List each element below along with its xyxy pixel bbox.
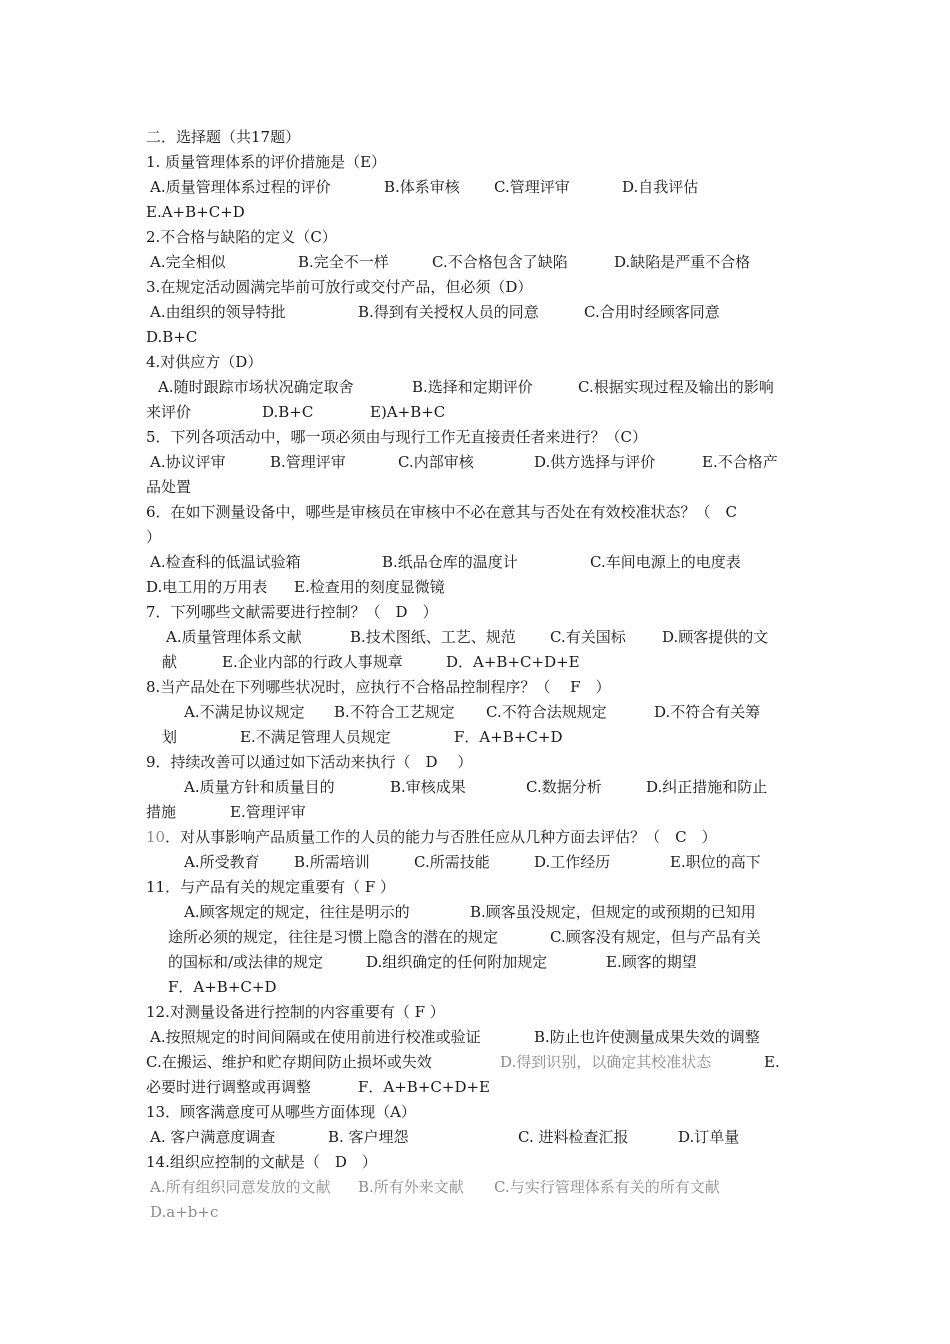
question-2-option-c: C.不合格包含了缺陷 <box>432 253 568 271</box>
question-11-option-f: F．A+B+C+D <box>168 978 277 996</box>
question-11-option-c-continued: 的国标和/或法律的规定 <box>168 953 324 971</box>
question-1-stem: 1. 质量管理体系的评价措施是（E） <box>146 153 387 171</box>
question-7-option-e: E.企业内部的行政人事规章 <box>222 653 403 671</box>
question-6-option-e: E.检查用的刻度显微镜 <box>294 578 445 596</box>
question-11-option-d: D.组织确定的任何附加规定 <box>366 953 548 971</box>
question-14-option-a: A.所有组织同意发放的文献 <box>150 1178 331 1196</box>
question-9-option-d-continued: 措施 <box>146 803 177 821</box>
question-7-option-a: A.质量管理体系文献 <box>166 628 302 646</box>
question-6-option-c: C.车间电源上的电度表 <box>590 553 741 571</box>
question-7-option-b: B.技术图纸、工艺、规范 <box>350 628 516 646</box>
question-10-stem <box>146 827 717 847</box>
question-5-option-e-continued: 品处置 <box>146 478 192 496</box>
section-title: 二．选择题（共17题） <box>146 128 301 146</box>
question-11-option-a: A.顾客规定的规定，往往是明示的 <box>184 903 410 921</box>
question-10-option-e: E.职位的高下 <box>670 853 761 871</box>
question-4-option-b: B.选择和定期评价 <box>412 378 533 396</box>
question-11-option-e: E.顾客的期望 <box>606 953 697 971</box>
question-9-option-a: A.质量方针和质量目的 <box>184 778 335 796</box>
question-4-option-e: E)A+B+C <box>370 403 446 421</box>
question-8-stem: 8.当产品处在下列哪些状况时，应执行不合格品控制程序？（ F ） <box>146 678 611 696</box>
question-12-option-e-continued: 必要时进行调整或再调整 <box>146 1078 312 1096</box>
question-6-option-d: D.电工用的万用表 <box>146 578 268 596</box>
question-8-option-a: A.不满足协议规定 <box>184 703 305 721</box>
question-7-option-d: D.顾客提供的文 <box>662 628 769 646</box>
question-2-stem: 2.不合格与缺陷的定义（C） <box>146 228 337 246</box>
question-14-stem: 14.组织应控制的文献是（ D ） <box>146 1153 377 1171</box>
question-7-option-f: D．A+B+C+D+E <box>446 653 580 671</box>
question-9-option-c: C.数据分析 <box>526 778 602 796</box>
question-7-option-c: C.有关国标 <box>550 628 626 646</box>
question-6-option-b: B.纸品仓库的温度计 <box>382 553 518 571</box>
question-8-option-e: E.不满足管理人员规定 <box>240 728 391 746</box>
question-13-option-c: C. 进料检查汇报 <box>518 1128 629 1146</box>
question-12-option-b: B.防止也许使测量成果失效的调整 <box>534 1028 760 1046</box>
question-6-option-a: A.检查科的低温试验箱 <box>150 553 301 571</box>
question-4-option-c: C.根据实现过程及输出的影响 <box>578 378 774 396</box>
question-8-option-f: F．A+B+C+D <box>454 728 563 746</box>
question-13-option-d: D.订单量 <box>678 1128 740 1146</box>
question-8-option-d-continued: 划 <box>162 728 178 746</box>
question-14-option-d: D.a+b+c <box>150 1203 219 1221</box>
question-3-stem: 3.在规定活动圆满完毕前可放行或交付产品，但必须（D） <box>146 278 533 296</box>
question-7-option-d-continued: 献 <box>162 653 178 671</box>
question-1-option-c: C.管理评审 <box>494 178 570 196</box>
question-10-number: 10 <box>146 828 166 846</box>
question-5-stem: 5．下列各项活动中，哪一项必须由与现行工作无直接责任者来进行？（C） <box>146 428 648 446</box>
question-4-option-c-continued: 来评价 <box>146 403 192 421</box>
question-8-option-c: C.不符合法规规定 <box>486 703 607 721</box>
question-6-stem-continued: ） <box>146 528 162 546</box>
question-2-option-d: D.缺陷是严重不合格 <box>614 253 751 271</box>
question-12-option-f: F．A+B+C+D+E <box>358 1078 490 1096</box>
question-5-option-e: E.不合格产 <box>702 453 778 471</box>
question-3-option-b: B.得到有关授权人员的同意 <box>358 303 539 321</box>
question-14-option-c: C.与实行管理体系有关的所有文献 <box>494 1178 720 1196</box>
question-11-option-b: B.顾客虽没规定，但规定的或预期的已知用 <box>470 903 756 921</box>
question-6-stem: 6．在如下测量设备中，哪些是审核员在审核中不必在意其与否处在有效校准状态？（ C <box>146 503 738 521</box>
question-11-option-b-continued: 途所必须的规定，往往是习惯上隐含的潜在的规定 <box>168 928 499 946</box>
question-1-option-d: D.自我评估 <box>622 178 699 196</box>
question-13-stem: 13．顾客满意度可从哪些方面体现（A） <box>146 1103 416 1121</box>
question-12-option-c: C.在搬运、维护和贮存期间防止损坏或失效 <box>146 1053 432 1071</box>
question-12-option-a: A.按照规定的时间间隔或在使用前进行校准或验证 <box>150 1028 481 1046</box>
question-11-stem: 11．与产品有关的规定重要有（ F ） <box>146 878 396 896</box>
question-3-option-a: A.由组织的领导特批 <box>150 303 286 321</box>
question-1-option-e: E.A+B+C+D <box>146 203 245 221</box>
question-8-option-b: B.不符合工艺规定 <box>334 703 455 721</box>
question-1-option-b: B.体系审核 <box>384 178 460 196</box>
question-4-option-d: D.B+C <box>262 403 314 421</box>
question-11-option-c: C.顾客没有规定，但与产品有关 <box>550 928 761 946</box>
question-9-option-b: B.审核成果 <box>390 778 466 796</box>
question-14-option-b: B.所有外来文献 <box>358 1178 464 1196</box>
question-2-option-a: A.完全相似 <box>150 253 226 271</box>
question-12-option-e: E. <box>764 1053 780 1071</box>
question-5-option-c: C.内部审核 <box>398 453 474 471</box>
question-10-option-d: D.工作经历 <box>534 853 611 871</box>
question-9-option-e: E.管理评审 <box>230 803 306 821</box>
question-10-stem-text: ．对从事影响产品质量工作的人员的能力与否胜任应从几种方面去评估？（ C ） <box>165 828 717 846</box>
question-10-option-b: B.所需培训 <box>294 853 370 871</box>
question-3-option-d: D.B+C <box>146 328 198 346</box>
question-4-stem: 4.对供应方（D） <box>146 353 263 371</box>
question-5-option-d: D.供方选择与评价 <box>534 453 656 471</box>
question-12-option-d: D.得到识别，以确定其校准状态 <box>500 1053 712 1071</box>
question-9-option-d: D.纠正措施和防止 <box>646 778 768 796</box>
question-3-option-c: C.合用时经顾客同意 <box>584 303 720 321</box>
question-10-option-c: C.所需技能 <box>414 853 490 871</box>
question-13-option-b: B. 客户埋怨 <box>328 1128 409 1146</box>
question-12-stem: 12.对测量设备进行控制的内容重要有（ F ） <box>146 1003 445 1021</box>
question-4-option-a: A.随时跟踪市场状况确定取舍 <box>158 378 354 396</box>
question-10-option-a: A.所受教育 <box>184 853 260 871</box>
question-8-option-d: D.不符合有关筹 <box>654 703 761 721</box>
question-7-stem: 7．下列哪些文献需要进行控制？（ D ） <box>146 603 438 621</box>
question-1-option-a: A.质量管理体系过程的评价 <box>150 178 331 196</box>
question-9-stem: 9．持续改善可以通过如下活动来执行（ D ） <box>146 753 473 771</box>
question-13-option-a: A. 客户满意度调查 <box>150 1128 276 1146</box>
question-2-option-b: B.完全不一样 <box>298 253 389 271</box>
question-5-option-a: A.协议评审 <box>150 453 226 471</box>
question-5-option-b: B.管理评审 <box>270 453 346 471</box>
